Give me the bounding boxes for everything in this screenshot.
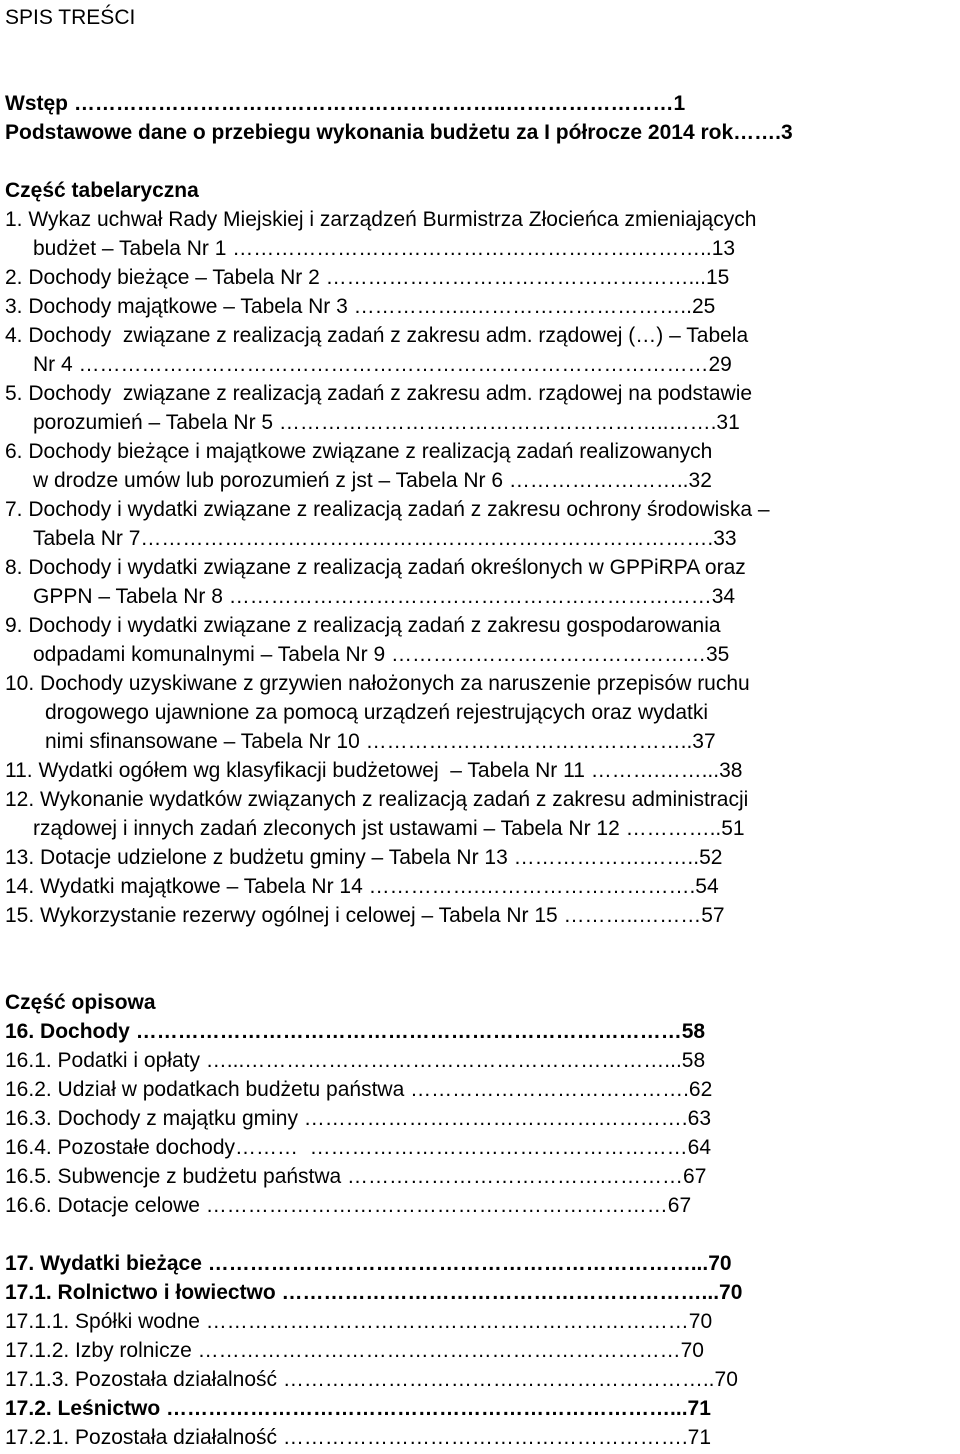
- toc-entry: 15. Wykorzystanie rezerwy ogólnej i celowej – Tabela Nr 15 ………..………57: [5, 904, 725, 927]
- toc-entry: 6. Dochody bieżące i majątkowe związane z realizacją zadań realizowanych: [5, 440, 713, 463]
- section-heading-descriptive: Część opisowa: [5, 991, 156, 1014]
- toc-entry: 16.6. Dotacje celowe …………………………………………………………67: [5, 1194, 692, 1217]
- toc-entry: Tabela Nr 7……………………………………………………………………….33: [33, 527, 737, 550]
- toc-entry: 16.4. Pozostałe dochody……… ………………………………………………64: [5, 1136, 712, 1159]
- toc-entry: 17. Wydatki bieżące ……………………………………………………………...70: [5, 1252, 732, 1275]
- page-title: SPIS TREŚCI: [5, 6, 136, 29]
- toc-entry: 16.1. Podatki i opłaty …...……………………………………………………...58: [5, 1049, 706, 1072]
- toc-entry: 17.2.1. Pozostała działalność ………………………………………………….71: [5, 1426, 712, 1449]
- toc-entry: 17.1.2. Izby rolnicze ……………………………………………………………70: [5, 1339, 704, 1362]
- toc-entry: 11. Wydatki ogółem wg klasyfikacji budżetowej – Tabela Nr 11 ……….……...38: [5, 759, 743, 782]
- toc-entry: 17.1.1. Spółki wodne ……………………………………………………………70: [5, 1310, 713, 1333]
- toc-entry: 8. Dochody i wydatki związane z realizacją zadań określonych w GPPiRPA oraz: [5, 556, 746, 579]
- toc-entry: 4. Dochody związane z realizacją zadań z zakresu adm. rządowej (…) – Tabela: [5, 324, 749, 347]
- toc-entry-intro: Wstęp ……………………………………………………..……………………1: [5, 92, 686, 115]
- toc-entry: 9. Dochody i wydatki związane z realizacją zadań z zakresu gospodarowania: [5, 614, 721, 637]
- toc-entry: 17.2. Leśnictwo ………………………………………………………………...71: [5, 1397, 711, 1420]
- toc-entry: 3. Dochody majątkowe – Tabela Nr 3 ……………..…………………………..25: [5, 295, 716, 318]
- toc-entry: 16. Dochody ……………………………………………………………………58: [5, 1020, 706, 1043]
- toc-entry: 1. Wykaz uchwał Rady Miejskiej i zarządzeń Burmistrza Złocieńca zmieniających: [5, 208, 757, 231]
- toc-entry: rządowej i innych zadań zleconych jst ustawami – Tabela Nr 12 …………..51: [33, 817, 745, 840]
- toc-entry: 16.3. Dochody z majątku gminy ……………………………………………….63: [5, 1107, 712, 1130]
- toc-entry: 12. Wykonanie wydatków związanych z realizacją zadań z zakresu administracji: [5, 788, 749, 811]
- toc-entry: nimi sfinansowane – Tabela Nr 10 ………………………………………..37: [45, 730, 716, 753]
- toc-entry: 7. Dochody i wydatki związane z realizacją zadań z zakresu ochrony środowiska –: [5, 498, 770, 521]
- toc-entry: drogowego ujawnione za pomocą urządzeń rejestrujących oraz wydatki: [45, 701, 709, 724]
- toc-entry: porozumień – Tabela Nr 5 ………………………………………………..…….31: [33, 411, 740, 434]
- toc-entry: GPPN – Tabela Nr 8 ……………………………………………………………34: [33, 585, 736, 608]
- toc-entry: w drodze umów lub porozumień z jst – Tabela Nr 6 ……………………..32: [33, 469, 712, 492]
- toc-entry: 14. Wydatki majątkowe – Tabela Nr 14 …………….………………………….54: [5, 875, 719, 898]
- toc-entry: budżet – Tabela Nr 1 ………………………………………………….………..13: [33, 237, 736, 260]
- toc-entry: 10. Dochody uzyskiwane z grzywien nałożonych za naruszenie przepisów ruchu: [5, 672, 750, 695]
- toc-entry: 16.5. Subwencje z budżetu państwa …………………………………………67: [5, 1165, 707, 1188]
- toc-entry: 13. Dotacje udzielone z budżetu gminy – Tabela Nr 13 ……………….……..52: [5, 846, 723, 869]
- toc-entry: odpadami komunalnymi – Tabela Nr 9 ………………………………………35: [33, 643, 730, 666]
- toc-entry: 2. Dochody bieżące – Tabela Nr 2 ……………………………………….……...15: [5, 266, 730, 289]
- toc-entry: 5. Dochody związane z realizacją zadań z zakresu adm. rządowej na podstawie: [5, 382, 753, 405]
- toc-entry-intro: Podstawowe dane o przebiegu wykonania budżetu za I półrocze 2014 rok…….3: [5, 121, 793, 144]
- toc-entry: 16.2. Udział w podatkach budżetu państwa ………………………………….62: [5, 1078, 713, 1101]
- toc-entry: Nr 4 ………………………………………………………………………………29: [33, 353, 732, 376]
- toc-entry: 17.1.3. Pozostała działalność ……………………………………………………..70: [5, 1368, 738, 1391]
- toc-entry: 17.1. Rolnictwo i łowiectwo ……………………………………………………...70: [5, 1281, 743, 1304]
- section-heading-tabular: Część tabelaryczna: [5, 179, 199, 202]
